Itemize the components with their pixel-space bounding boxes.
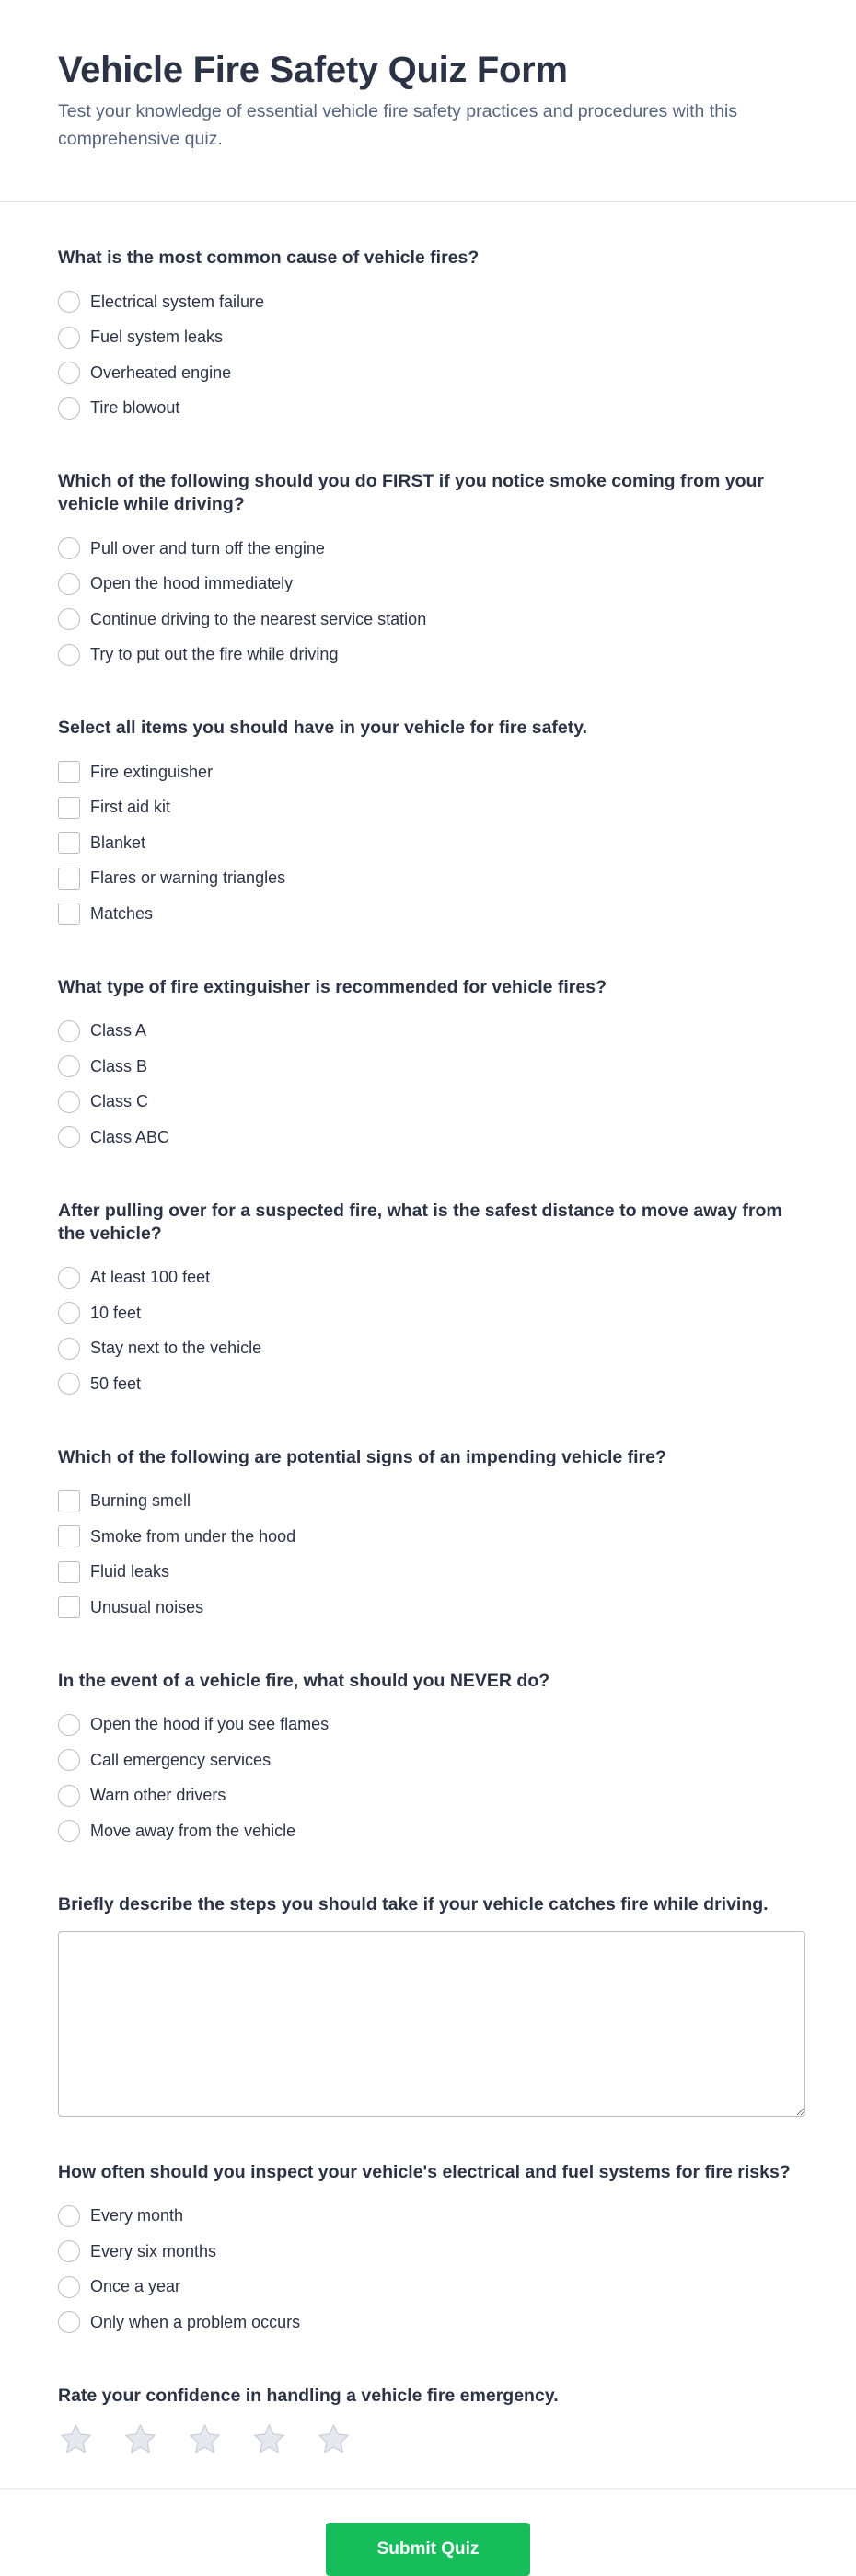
question-label: Rate your confidence in handling a vehicle fire emergency. [58,2385,559,2406]
question-never-do [58,1626,798,1849]
option-label: Continue driving to the nearest service station [90,609,427,628]
option-label: Move away from the vehicle [90,1821,296,1840]
checkbox-option[interactable] [58,825,798,861]
radio-option[interactable] [58,567,798,603]
question-common-cause [58,202,798,426]
radio-option[interactable] [58,355,798,391]
option-label: Unusual noises [90,1597,204,1616]
checkbox-option[interactable] [58,1555,798,1591]
radio-option[interactable] [58,2305,798,2340]
radio-button[interactable] [58,2276,80,2298]
radio-button[interactable] [58,1820,80,1842]
textarea-wrapper [58,1931,805,2117]
option-label: Class C [90,1092,149,1111]
radio-button[interactable] [58,644,80,666]
radio-option[interactable] [58,1366,798,1402]
option-label: Fire extinguisher [90,762,214,781]
checkbox-option[interactable] [58,1519,798,1555]
radio-option[interactable] [58,391,798,427]
option-label: Matches [90,903,154,923]
radio-button[interactable] [58,2311,80,2333]
option-label: Try to put out the fire while driving [90,645,339,664]
option-label: Tire blowout [90,398,180,418]
radio-button[interactable] [58,362,80,384]
checkbox-option[interactable] [58,896,798,932]
option-label: Pull over and turn off the engine [90,538,325,558]
form-footer [0,2488,856,2576]
star-icon[interactable] [123,2422,157,2456]
checkbox[interactable] [58,832,80,854]
option-label: Stay next to the vehicle [90,1339,262,1358]
question-label: After pulling over for a suspected fire, what is the safest distance to move away from the vehicle? [58,1200,782,1244]
radio-option[interactable] [58,2234,798,2270]
radio-button[interactable] [58,608,80,630]
radio-option[interactable] [58,1120,798,1156]
page-title: Vehicle Fire Safety Quiz Form [58,50,568,90]
checkbox[interactable] [58,1596,80,1618]
radio-option[interactable] [58,638,798,673]
question-safety-items [58,673,798,932]
radio-button[interactable] [58,327,80,349]
steps-textarea[interactable] [58,1931,805,2117]
option-label: Burning smell [90,1491,191,1511]
radio-button[interactable] [58,1302,80,1324]
option-label: Every month [90,2206,184,2225]
question-warning-signs [58,1402,798,1626]
option-label: At least 100 feet [90,1268,211,1287]
option-label: Electrical system failure [90,292,265,311]
radio-button[interactable] [58,1714,80,1736]
checkbox-option[interactable] [58,1484,798,1520]
checkbox[interactable] [58,1525,80,1547]
page-subtitle: Test your knowledge of essential vehicle fire safety practices and procedures with this comprehensive quiz. [58,101,738,149]
option-label: 10 feet [90,1303,142,1322]
question-label: Which of the following are potential signs of an impending vehicle fire? [58,1446,666,1467]
radio-button[interactable] [58,1338,80,1360]
option-label: Fluid leaks [90,1562,170,1581]
radio-option[interactable] [58,1813,798,1849]
question-label: Briefly describe the steps you should take if your vehicle catches fire while driving. [58,1893,769,1915]
star-icon[interactable] [59,2422,93,2456]
question-label: What type of fire extinguisher is recommended for vehicle fires? [58,976,607,997]
checkbox[interactable] [58,761,80,783]
radio-option[interactable] [58,1708,798,1743]
radio-option[interactable] [58,1778,798,1814]
radio-option[interactable] [58,284,798,320]
question-label: Select all items you should have in your vehicle for fire safety. [58,718,588,738]
checkbox-option[interactable] [58,861,798,897]
submit-quiz-button[interactable]: Submit Quiz [326,2523,530,2576]
radio-button[interactable] [58,573,80,595]
radio-button[interactable] [58,2205,80,2227]
radio-option[interactable] [58,1049,798,1085]
question-label: In the event of a vehicle fire, what should you NEVER do? [58,1670,550,1691]
option-label: 50 feet [90,1374,142,1393]
option-label: First aid kit [90,798,171,817]
form-body [0,202,856,2456]
radio-button[interactable] [58,1020,80,1042]
radio-button[interactable] [58,1373,80,1395]
checkbox[interactable] [58,903,80,925]
star-icon[interactable] [188,2422,222,2456]
option-label: Only when a problem occurs [90,2312,301,2331]
radio-button[interactable] [58,1785,80,1807]
star-icon[interactable] [252,2422,286,2456]
radio-button[interactable] [58,1267,80,1289]
option-label: Class A [90,1021,147,1041]
radio-option[interactable] [58,2270,798,2306]
option-label: Warn other drivers [90,1786,226,1805]
option-label: Once a year [90,2277,181,2296]
radio-option[interactable] [58,602,798,638]
radio-button[interactable] [58,1749,80,1771]
question-confidence-rating [58,2340,798,2456]
radio-option[interactable] [58,1260,798,1296]
checkbox[interactable] [58,1490,80,1512]
option-label: Open the hood immediately [90,574,294,593]
radio-option[interactable] [58,2199,798,2235]
checkbox[interactable] [58,797,80,819]
option-label: Class ABC [90,1127,170,1146]
option-label: Class B [90,1056,148,1075]
question-extinguisher-type [58,932,798,1156]
option-label: Smoke from under the hood [90,1526,296,1546]
option-label: Open the hood if you see flames [90,1715,330,1734]
radio-button[interactable] [58,2240,80,2262]
question-describe-steps [58,1849,798,2117]
radio-button[interactable] [58,537,80,559]
radio-button[interactable] [58,291,80,313]
option-label: Fuel system leaks [90,328,224,347]
checkbox-option[interactable] [58,1590,798,1626]
star-icon[interactable] [317,2422,351,2456]
checkbox-option[interactable] [58,754,798,790]
radio-button[interactable] [58,1126,80,1148]
radio-option[interactable] [58,1014,798,1050]
form-header [0,0,856,202]
option-label: Call emergency services [90,1750,272,1769]
radio-option[interactable] [58,1331,798,1367]
question-inspection-frequency [58,2117,798,2340]
option-label: Blanket [90,833,146,852]
checkbox-option[interactable] [58,790,798,826]
radio-button[interactable] [58,1055,80,1077]
radio-button[interactable] [58,1091,80,1113]
question-safe-distance [58,1156,798,1402]
checkbox[interactable] [58,1561,80,1583]
option-label: Overheated engine [90,362,232,382]
checkbox[interactable] [58,868,80,890]
radio-button[interactable] [58,397,80,420]
option-label: Every six months [90,2241,217,2260]
radio-option[interactable] [58,1085,798,1121]
radio-option[interactable] [58,531,798,567]
radio-option[interactable] [58,1742,798,1778]
question-label: Which of the following should you do FIRST if you notice smoke coming from your vehicle while driving? [58,471,764,514]
star-rating [58,2422,798,2456]
question-label: How often should you inspect your vehicle's electrical and fuel systems for fire risks? [58,2161,791,2182]
question-first-action [58,426,798,673]
option-label: Flares or warning triangles [90,868,286,888]
radio-option[interactable] [58,320,798,356]
radio-option[interactable] [58,1295,798,1331]
question-label: What is the most common cause of vehicle fires? [58,247,480,268]
